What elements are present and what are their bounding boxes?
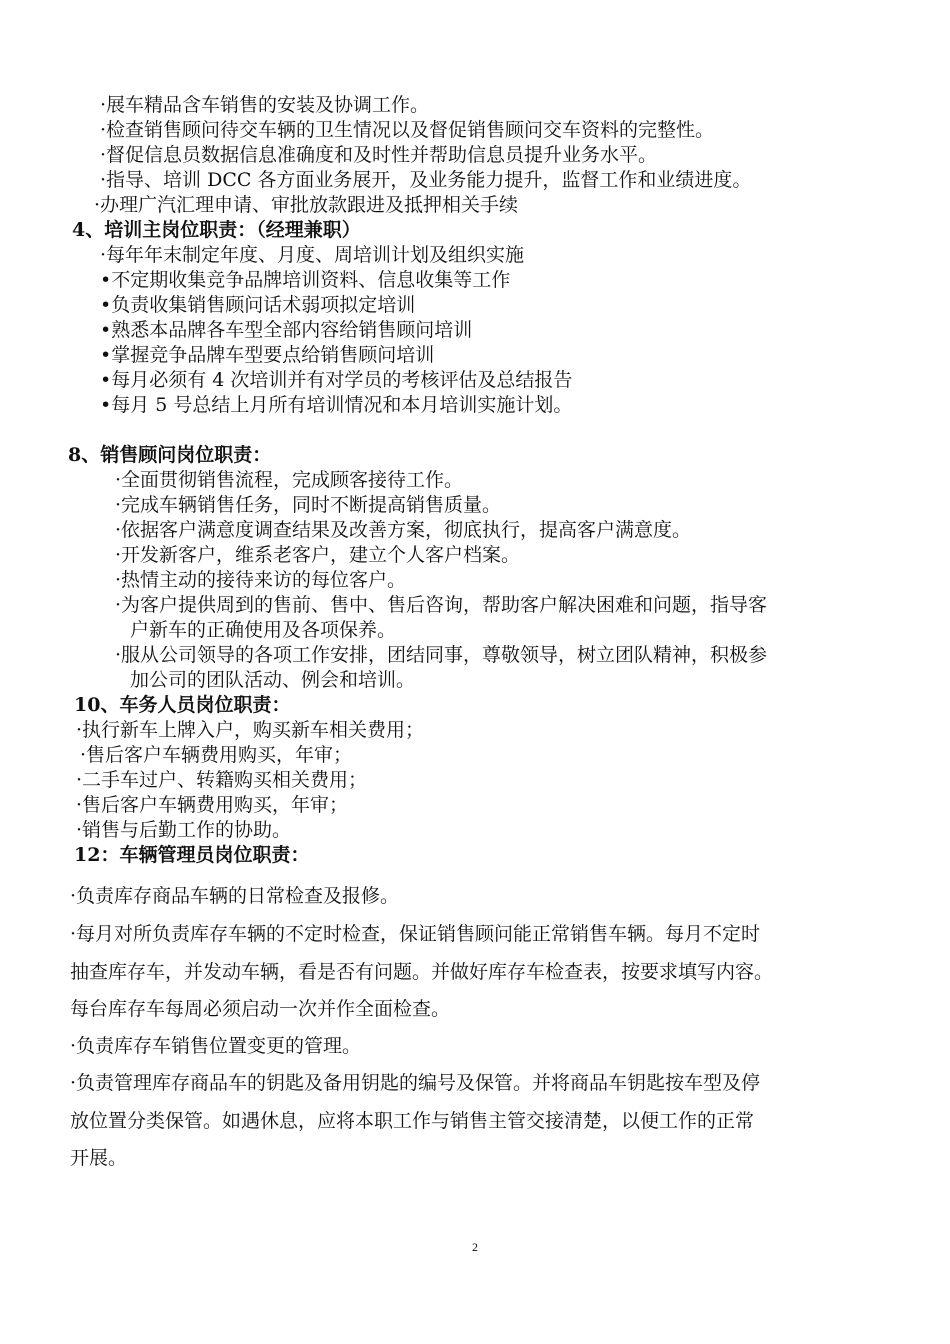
- section-heading: 8、销售顾问岗位职责：: [68, 444, 272, 466]
- list-item: ·为客户提供周到的售前、售中、售后咨询，帮助客户解决困难和问题，指导客: [115, 594, 768, 616]
- list-item: •不定期收集竞争品牌培训资料、信息收集等工作: [100, 269, 511, 291]
- list-item: ·服从公司领导的各项工作安排，团结同事，尊敬领导，树立团队精神，积极参: [115, 644, 768, 666]
- section-heading: 10、车务人员岗位职责：: [74, 694, 291, 716]
- list-item: •每月必须有 4 次培训并有对学员的考核评估及总结报告: [100, 369, 573, 391]
- list-item: •每月 5 号总结上月所有培训情况和本月培训实施计划。: [100, 394, 573, 416]
- paragraph-line: ·负责管理库存商品车的钥匙及备用钥匙的编号及保管。并将商品车钥匙按车型及停: [70, 1072, 761, 1094]
- list-item: ·办理广汽汇理申请、审批放款跟进及抵押相关手续: [94, 194, 519, 216]
- section-heading: 4、培训主岗位职责：（经理兼职）: [72, 219, 361, 241]
- list-item: ·开发新客户，维系老客户，建立个人客户档案。: [115, 544, 521, 566]
- list-item: ·执行新车上牌入户，购买新车相关费用；: [76, 719, 425, 741]
- list-item: •熟悉本品牌各车型全部内容给销售顾问培训: [100, 319, 473, 341]
- list-item-continuation: 户新车的正确使用及各项保养。: [130, 619, 397, 641]
- list-item: ·展车精品含车销售的安装及协调工作。: [100, 94, 430, 116]
- list-item: ·二手车过户、转籍购买相关费用；: [76, 769, 368, 791]
- list-item: ·每年年末制定年度、月度、周培训计划及组织实施: [100, 244, 525, 266]
- paragraph-line: ·负责库存车销售位置变更的管理。: [70, 1035, 362, 1057]
- list-item: ·售后客户车辆费用购买，年审；: [76, 794, 349, 816]
- list-item: ·销售与后勤工作的协助。: [76, 819, 292, 841]
- paragraph-line: 抽查库存车，并发动车辆，看是否有问题。并做好库存车检查表，按要求填写内容。: [70, 961, 774, 983]
- list-item: ·全面贯彻销售流程，完成顾客接待工作。: [115, 469, 464, 491]
- list-item: ·指导、培训 DCC 各方面业务展开，及业务能力提升，监督工作和业绩进度。: [100, 169, 752, 191]
- section-heading: 12：车辆管理员岗位职责：: [74, 844, 310, 866]
- paragraph-line: 放位置分类保管。如遇休息，应将本职工作与销售主管交接清楚，以便工作的正常: [70, 1110, 755, 1132]
- paragraph-line: 开展。: [70, 1147, 128, 1169]
- page-number: 2: [472, 1240, 478, 1254]
- list-item: •负责收集销售顾问话术弱项拟定培训: [100, 294, 416, 316]
- paragraph-line: ·负责库存商品车辆的日常检查及报修。: [70, 885, 400, 907]
- list-item: ·完成车辆销售任务，同时不断提高销售质量。: [115, 494, 502, 516]
- list-item: •掌握竞争品牌车型要点给销售顾问培训: [100, 344, 435, 366]
- paragraph-line: 每台库存车每周必须启动一次并作全面检查。: [70, 998, 451, 1020]
- list-item: ·依据客户满意度调查结果及改善方案，彻底执行，提高客户满意度。: [115, 519, 692, 541]
- list-item: ·售后客户车辆费用购买，年审；: [80, 744, 353, 766]
- list-item-continuation: 加公司的团队活动、例会和培训。: [130, 669, 416, 691]
- list-item: ·检查销售顾问待交车辆的卫生情况以及督促销售顾问交车资料的完整性。: [100, 119, 715, 141]
- list-item: ·督促信息员数据信息准确度和及时性并帮助信息员提升业务水平。: [100, 144, 658, 166]
- paragraph-line: ·每月对所负责库存车辆的不定时检查，保证销售顾问能正常销售车辆。每月不定时: [70, 923, 761, 945]
- list-item: ·热情主动的接待来访的每位客户。: [115, 569, 407, 591]
